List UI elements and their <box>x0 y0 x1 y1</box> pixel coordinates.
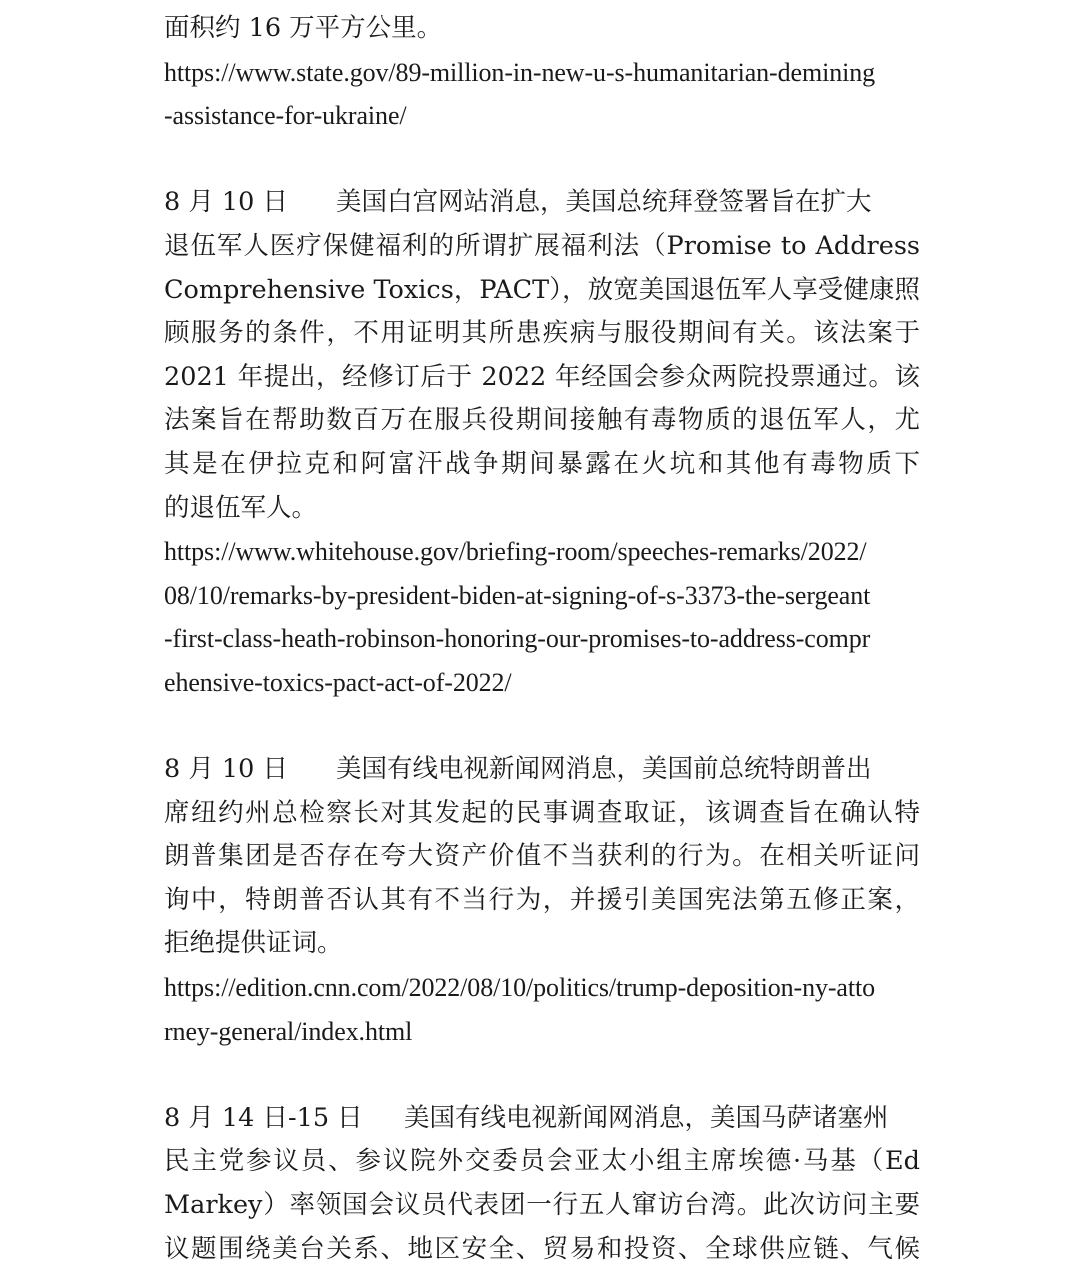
entry-2 <box>164 748 920 1053</box>
entry-first-line <box>164 1097 920 1141</box>
paragraph-line: Markey）率领国会议员代表团一行五人窜访台湾。此次访问主要 <box>164 1190 920 1221</box>
entry-lead-text: 美国白宫网站消息，美国总统拜登签署旨在扩大 <box>336 187 872 218</box>
paragraph-line: 朗普集团是否存在夸大资产价值不当获利的行为。在相关听证问 <box>164 841 920 872</box>
source-url-line[interactable]: -first-class-heath-robinson-honoring-our-promises-to-address-compr <box>164 624 871 654</box>
paragraph-line: 民主党参议员、参议院外交委员会亚太小组主席埃德·马基（Ed <box>164 1146 920 1177</box>
entry-lead-text: 美国有线电视新闻网消息，美国马萨诸塞州 <box>404 1102 889 1133</box>
entry-date: 8 月 14 日-15 日 <box>164 1102 363 1133</box>
entry-date: 8 月 10 日 <box>164 187 288 218</box>
paragraph-line: Comprehensive Toxics，PACT），放宽美国退伍军人享受健康照 <box>164 274 920 305</box>
paragraph-line: 面积约 16 万平方公里。 <box>164 13 443 43</box>
paragraph-line: 拒绝提供证词。 <box>164 928 343 959</box>
entry-lead-text: 美国有线电视新闻网消息，美国前总统特朗普出 <box>336 754 872 785</box>
paragraph-line: 询中，特朗普否认其有不当行为，并援引美国宪法第五修正案， <box>164 884 920 915</box>
source-url-line[interactable]: 08/10/remarks-by-president-biden-at-signing-of-s-3373-the-sergeant <box>164 580 871 610</box>
entry-3 <box>164 1097 920 1271</box>
paragraph-line: 法案旨在帮助数百万在服兵役期间接触有毒物质的退伍军人，尤 <box>164 405 920 436</box>
source-url-line[interactable]: https://www.state.gov/89-million-in-new-u-s-humanitarian-demining <box>164 57 876 87</box>
source-url-line[interactable]: ehensive-toxics-pact-act-of-2022/ <box>164 667 512 697</box>
paragraph-gap <box>164 1053 920 1097</box>
paragraph-line: 退伍军人医疗保健福利的所谓扩展福利法（Promise to Address <box>164 230 920 261</box>
entry-1 <box>164 181 920 704</box>
paragraph-line: 2021 年提出，经修订后于 2022 年经国会参众两院投票通过。该 <box>164 361 920 392</box>
source-url-line[interactable]: -assistance-for-ukraine/ <box>164 101 407 131</box>
paragraph-line: 席纽约州总检察长对其发起的民事调查取证，该调查旨在确认特 <box>164 797 920 828</box>
entry-0 <box>164 7 920 138</box>
paragraph-line: 顾服务的条件，不用证明其所患疾病与服役期间有关。该法案于 <box>164 318 920 349</box>
entry-first-line <box>164 748 920 792</box>
entry-date: 8 月 10 日 <box>164 754 288 785</box>
source-url-line[interactable]: https://edition.cnn.com/2022/08/10/politics/trump-deposition-ny-atto <box>164 973 876 1003</box>
paragraph-line: 其是在伊拉克和阿富汗战争期间暴露在火坑和其他有毒物质下 <box>164 448 920 479</box>
document-body <box>164 7 920 1271</box>
source-url-line[interactable]: https://www.whitehouse.gov/briefing-room/speeches-remarks/2022/ <box>164 537 867 567</box>
paragraph-gap <box>164 138 920 182</box>
source-url-line[interactable]: rney-general/index.html <box>164 1016 413 1046</box>
paragraph-line: 的退伍军人。 <box>164 492 318 523</box>
paragraph-line: 议题围绕美台关系、地区安全、贸易和投资、全球供应链、气候 <box>164 1233 920 1264</box>
entry-first-line <box>164 181 920 225</box>
paragraph-gap <box>164 705 920 749</box>
